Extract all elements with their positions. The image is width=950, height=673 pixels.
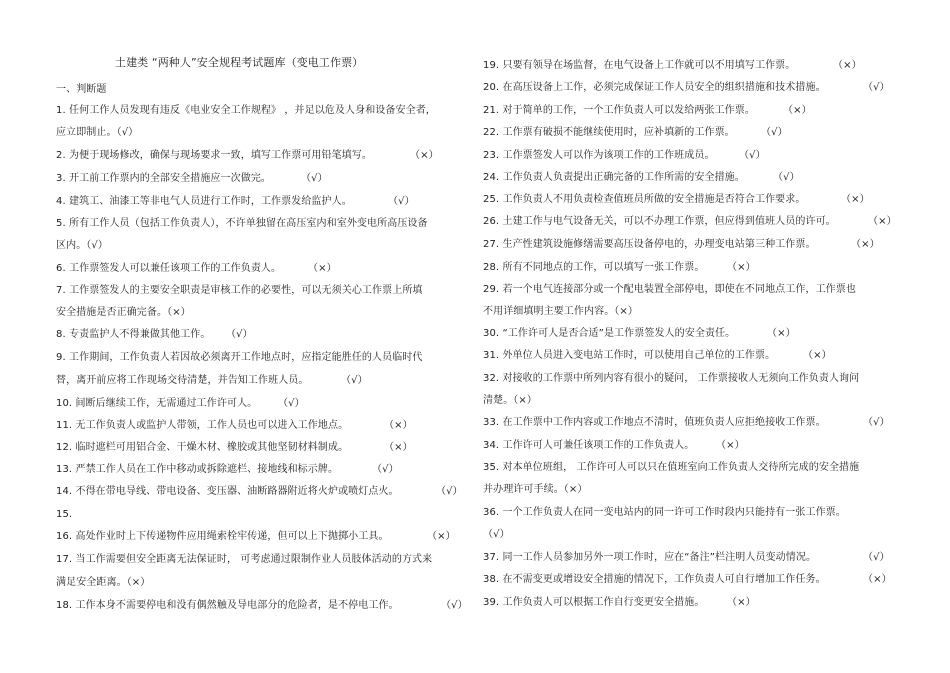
question-right-19 bbox=[483, 551, 890, 565]
answer-mark: （√） bbox=[773, 172, 800, 183]
question-continuation-text: 区内。（√） bbox=[56, 240, 108, 251]
question-left-1 bbox=[56, 104, 436, 118]
question-right-20 bbox=[483, 573, 892, 587]
question-continuation-text: 满足安全距离。（×） bbox=[56, 577, 151, 588]
question-left-16 bbox=[56, 530, 456, 544]
answer-mark: （√） bbox=[761, 127, 788, 138]
question-right-2 bbox=[483, 81, 890, 95]
question-left-15 bbox=[56, 508, 72, 522]
question-continuation bbox=[483, 394, 537, 408]
question-left-14 bbox=[56, 485, 463, 499]
answer-mark: （×） bbox=[803, 350, 832, 361]
question-text: 17. 当工作需要但安全距离无法保证时， 可考虑通过限制作业人员肢体活动的方式来 bbox=[56, 554, 433, 565]
question-left-10 bbox=[56, 397, 305, 411]
answer-mark: （√） bbox=[863, 417, 890, 428]
question-text: 11. 无工作负责人或监护人带领，工作人员也可以进入工作地点。 bbox=[56, 420, 349, 431]
question-text: 20. 在高压设备上工作，必须完成保证工作人员安全的组织措施和技术措施。 bbox=[483, 82, 826, 93]
question-right-18 bbox=[483, 506, 846, 520]
question-right-15 bbox=[483, 416, 890, 430]
question-text: 6. 工作票签发人可以兼任该项工作的工作负责人。 bbox=[56, 263, 282, 274]
question-continuation bbox=[483, 305, 638, 319]
question-continuation bbox=[56, 126, 138, 140]
question-right-7 bbox=[483, 193, 870, 207]
question-text: 13. 严禁工作人员在工作中移动或拆除遮栏、接地线和标示牌。 bbox=[56, 464, 339, 475]
answer-mark: （√） bbox=[341, 375, 368, 386]
question-text: 18. 工作本身不需要停电和没有偶然触及导电部分的危险者，是不停电工作。 bbox=[56, 600, 399, 611]
question-left-2 bbox=[56, 149, 439, 163]
question-text: 14. 不得在带电导线、带电设备、变压器、油断路器附近将火炉或喷灯点火。 bbox=[56, 486, 399, 497]
answer-mark: （×） bbox=[427, 531, 456, 542]
question-text: 22. 工作票有破损不能继续使用时，应补填新的工作票。 bbox=[483, 127, 735, 138]
question-text: 32. 对接收的工作票中所列内容有很小的疑问， 工作票接收人无须向工作负责人询问 bbox=[483, 373, 860, 384]
question-right-3 bbox=[483, 104, 812, 118]
answer-mark: （√） bbox=[863, 82, 890, 93]
question-continuation bbox=[483, 483, 587, 497]
question-text: 34. 工作许可人可兼任该项工作的工作负责人。 bbox=[483, 440, 695, 451]
question-left-18 bbox=[56, 599, 468, 613]
answer-mark: （√） bbox=[388, 196, 415, 207]
question-continuation-text: 应立即制止。（√） bbox=[56, 127, 139, 138]
question-right-1 bbox=[483, 59, 862, 73]
question-text: 3. 开工前工作票内的全部安全措施应一次做完。 bbox=[56, 173, 272, 184]
question-continuation-text: 清楚。（×） bbox=[483, 395, 537, 406]
question-text: 37. 同一工作人员参加另外一项工作时，应在“备注”栏注明人员变动情况。 bbox=[483, 552, 817, 563]
question-left-8 bbox=[56, 328, 253, 342]
answer-mark: （×） bbox=[384, 420, 413, 431]
question-text: 33. 在工作票中工作内容或工作地点不清时，值班负责人应拒绝接收工作票。 bbox=[483, 417, 826, 428]
question-continuation bbox=[56, 239, 108, 253]
question-right-9 bbox=[483, 238, 880, 252]
answer-mark: （×） bbox=[833, 60, 862, 71]
question-text: 16. 高处作业时上下传递物件应用绳索栓牢传递，但可以上下抛掷小工具。 bbox=[56, 531, 389, 542]
question-text: 12. 临时遮栏可用铝合金、干燥木材、橡胶或其他坚韧材料制成。 bbox=[56, 442, 349, 453]
question-left-11 bbox=[56, 419, 413, 433]
answer-mark: （×） bbox=[727, 262, 756, 273]
question-right-21 bbox=[483, 596, 756, 610]
question-text: 31. 外单位人员进入变电站工作时，可以使用自己单位的工作票。 bbox=[483, 350, 776, 361]
answer-mark: （×） bbox=[410, 150, 439, 161]
answer-mark: （×） bbox=[767, 328, 796, 339]
question-left-3 bbox=[56, 172, 328, 186]
answer-mark: （×） bbox=[783, 105, 812, 116]
question-right-16 bbox=[483, 439, 745, 453]
question-text: 21. 对于简单的工作，一个工作负责人可以发给两张工作票。 bbox=[483, 105, 755, 116]
question-left-12 bbox=[56, 441, 413, 455]
question-text: 19. 只要有领导在场监督，在电气设备上工作就可以不用填写工作票。 bbox=[483, 60, 796, 71]
question-text: 35. 对本单位班组， 工作许可人可以只在值班室向工作负责人交待所完成的安全措施 bbox=[483, 462, 860, 473]
question-continuation-text: 替，离开前应将工作现场交待清楚，并告知工作班人员。 bbox=[56, 375, 309, 386]
question-right-11 bbox=[483, 283, 856, 297]
question-text: 29. 若一个电气连接部分或一个配电装置全部停电，即使在不同地点工作，工作票也 bbox=[483, 284, 856, 295]
question-text: 9. 工作期间，工作负责人若因故必须离开工作地点时，应指定能胜任的人员临时代 bbox=[56, 352, 423, 363]
answer-mark: （√） bbox=[441, 600, 468, 611]
question-continuation bbox=[56, 576, 150, 590]
question-text: 36. 一个工作负责人在同一变电站内的同一许可工作时段内只能持有一张工作票。 bbox=[483, 507, 846, 518]
question-text: 28. 所有不同地点的工作，可以填写一张工作票。 bbox=[483, 262, 705, 273]
question-continuation-text: 不用详细填明主要工作内容。（×） bbox=[483, 306, 638, 317]
question-text: 2. 为便于现场修改，确保与现场要求一致，填写工作票可用铅笔填写。 bbox=[56, 150, 373, 161]
question-continuation bbox=[483, 528, 510, 542]
answer-mark: （×） bbox=[851, 239, 880, 250]
question-right-4 bbox=[483, 126, 788, 140]
question-text: 39. 工作负责人可以根据工作自行变更安全措施。 bbox=[483, 597, 705, 608]
question-continuation-text: （√） bbox=[483, 529, 510, 540]
question-right-17 bbox=[483, 461, 859, 475]
answer-mark: （×） bbox=[716, 440, 745, 451]
question-text: 23. 工作票签发人可以作为该项工作的工作班成员。 bbox=[483, 150, 715, 161]
question-left-4 bbox=[56, 195, 415, 209]
answer-mark: （√） bbox=[863, 552, 890, 563]
answer-mark: （×） bbox=[841, 194, 870, 205]
question-right-13 bbox=[483, 349, 832, 363]
answer-mark: （×） bbox=[308, 263, 337, 274]
question-left-6 bbox=[56, 262, 337, 276]
question-left-9 bbox=[56, 351, 423, 365]
question-left-7 bbox=[56, 284, 423, 298]
question-continuation bbox=[56, 306, 191, 320]
answer-mark: （√） bbox=[278, 398, 305, 409]
answer-mark: （√） bbox=[739, 150, 766, 161]
answer-mark: （×） bbox=[384, 442, 413, 453]
question-text: 5. 所有工作人员（包括工作负责人），不许单独留在高压室内和室外变电所高压设备 bbox=[56, 218, 428, 229]
section-heading: 一、判断题 bbox=[56, 84, 107, 95]
question-continuation-text: 安全措施是否正确完备。（×） bbox=[56, 307, 191, 318]
question-continuation bbox=[56, 374, 368, 388]
question-right-10 bbox=[483, 261, 756, 275]
question-right-12 bbox=[483, 327, 796, 341]
question-right-6 bbox=[483, 171, 800, 185]
question-text: 4. 建筑工、油漆工等非电气人员进行工作时，工作票发给监护人。 bbox=[56, 196, 352, 207]
question-text: 30. “工作许可人是否合适”是工作票签发人的安全责任。 bbox=[483, 328, 736, 339]
answer-mark: （×） bbox=[727, 597, 756, 608]
question-text: 38. 在不需变更或增设安全措施的情况下，工作负责人可自行增加工作任务。 bbox=[483, 574, 826, 585]
answer-mark: （×） bbox=[868, 216, 897, 227]
question-left-17 bbox=[56, 553, 432, 567]
question-text: 15. bbox=[56, 509, 73, 520]
document-title: 土建类 “两种人”安全规程考试题库（变电工作票） bbox=[115, 56, 364, 69]
question-text: 25. 工作负责人不用负责检查值班员所做的安全措施是否符合工作要求。 bbox=[483, 194, 806, 205]
question-text: 27. 生产性建筑设施修缮需要高压设备停电的，办理变电站第三种工作票。 bbox=[483, 239, 816, 250]
question-text: 24. 工作负责人负责提出正确完备的工作所需的安全措施。 bbox=[483, 172, 745, 183]
answer-mark: （√） bbox=[301, 173, 328, 184]
question-continuation-text: 并办理许可手续。（×） bbox=[483, 484, 588, 495]
question-text: 10. 间断后继续工作，无需通过工作许可人。 bbox=[56, 398, 258, 409]
question-text: 26. 土建工作与电气设备无关，可以不办理工作票，但应得到值班人员的许可。 bbox=[483, 216, 836, 227]
question-text: 1. 任何工作人员发现有违反《电业安全工作规程》 ，并足以危及人身和设备安全者， bbox=[56, 105, 436, 116]
question-right-8 bbox=[483, 215, 897, 229]
question-left-5 bbox=[56, 217, 428, 231]
question-text: 8. 专责监护人不得兼做其他工作。 bbox=[56, 329, 211, 340]
answer-mark: （√） bbox=[436, 486, 463, 497]
question-left-13 bbox=[56, 463, 399, 477]
answer-mark: （×） bbox=[863, 574, 892, 585]
question-right-14 bbox=[483, 372, 859, 386]
question-right-5 bbox=[483, 149, 766, 163]
answer-mark: （√） bbox=[372, 464, 399, 475]
question-text: 7. 工作票签发人的主要安全职责是审核工作的必要性，可以无须关心工作票上所填 bbox=[56, 285, 423, 296]
answer-mark: （√） bbox=[226, 329, 253, 340]
